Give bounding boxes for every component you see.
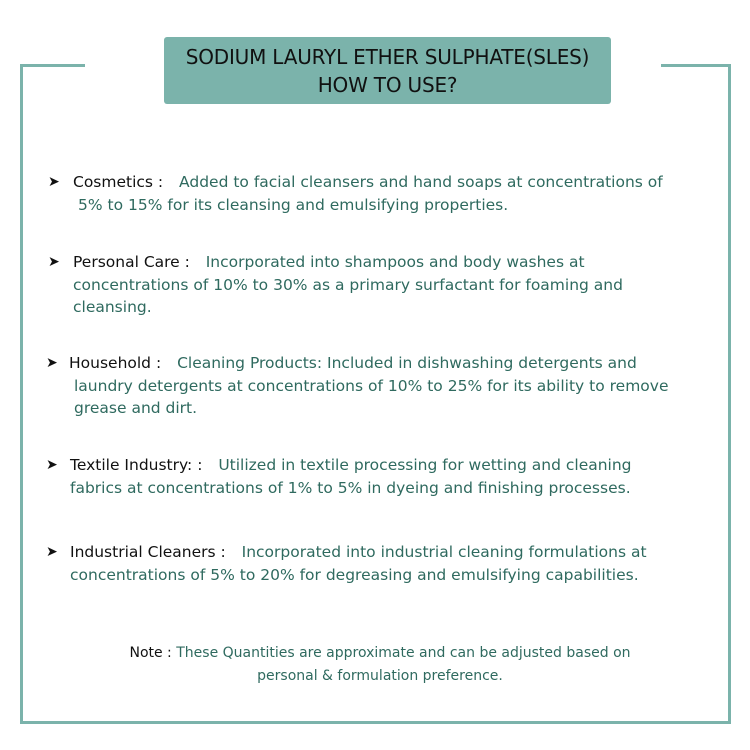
list-item-household <box>48 352 718 420</box>
item-label: Textile Industry: : <box>70 456 203 474</box>
item-label: Cosmetics : <box>73 173 164 191</box>
frame-top-right-segment <box>661 64 731 67</box>
item-text-line-2: concentrations of 5% to 20% for degreasing and emulsifying capabilities. <box>70 565 639 584</box>
arrow-bullet-icon: ➤ <box>46 457 58 473</box>
item-text-line-2: concentrations of 10% to 30% as a primary surfactant for foaming and <box>73 275 623 294</box>
note-block <box>60 642 700 688</box>
title-banner <box>164 37 611 104</box>
item-text-line-3: cleansing. <box>73 298 152 316</box>
item-text-line-1: Utilized in textile processing for wetting and cleaning <box>218 456 632 474</box>
note-label: Note : <box>129 645 172 661</box>
item-text-line-1: Added to facial cleansers and hand soaps at concentrations of <box>179 173 663 191</box>
item-label: Industrial Cleaners : <box>70 543 226 561</box>
item-text-line-3: grease and dirt. <box>74 399 198 417</box>
frame-top-left-segment <box>20 64 85 67</box>
title-line-1: SODIUM LAURYL ETHER SULPHATE(SLES) <box>185 44 590 69</box>
note-text-line-2: personal & formulation preference. <box>257 668 503 684</box>
item-text-line-1: Cleaning Products: Included in dishwashing detergents and <box>177 354 637 372</box>
list-item-textile-industry <box>48 454 718 499</box>
arrow-bullet-icon: ➤ <box>46 544 58 560</box>
arrow-bullet-icon: ➤ <box>48 174 60 190</box>
item-text-line-1: Incorporated into industrial cleaning formulations at <box>241 543 647 561</box>
list-item-personal-care <box>48 251 718 319</box>
list-item-cosmetics <box>48 171 718 216</box>
list-item-industrial-cleaners <box>48 541 718 586</box>
item-text-line-2: laundry detergents at concentrations of 10% to 25% for its ability to remove <box>74 376 669 395</box>
title-line-2: HOW TO USE? <box>317 72 458 97</box>
item-text-line-2: fabrics at concentrations of 1% to 5% in dyeing and finishing processes. <box>70 478 631 497</box>
item-text-line-2: 5% to 15% for its cleansing and emulsifying properties. <box>78 195 509 214</box>
note-text-line-1: These Quantities are approximate and can be adjusted based on <box>176 645 631 661</box>
arrow-bullet-icon: ➤ <box>46 355 58 371</box>
item-text-line-1: Incorporated into shampoos and body washes at <box>205 253 585 271</box>
arrow-bullet-icon: ➤ <box>48 254 60 270</box>
item-label: Personal Care : <box>73 253 190 271</box>
item-label: Household : <box>69 354 162 372</box>
